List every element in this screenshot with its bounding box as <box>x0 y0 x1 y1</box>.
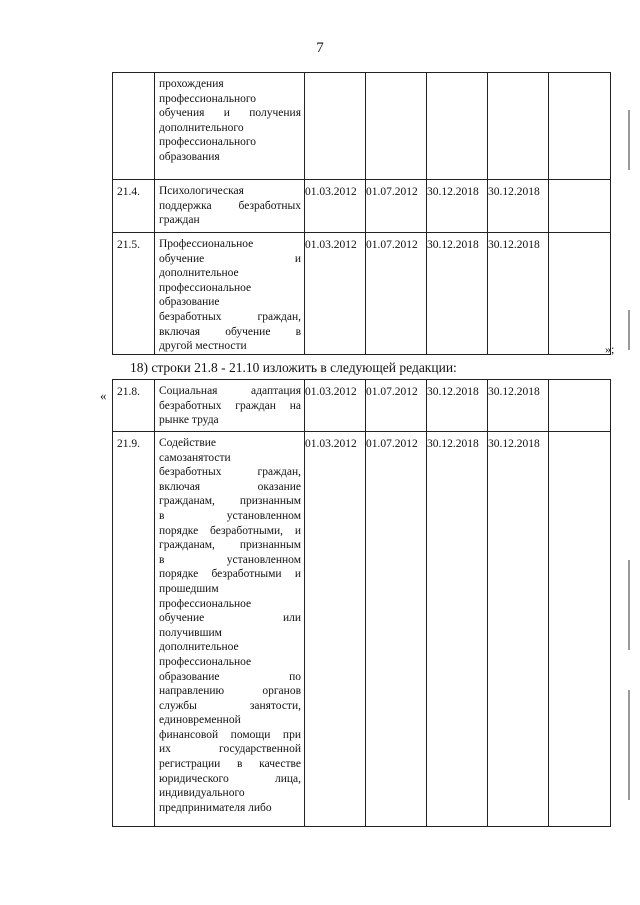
measure-name-line: обучение или <box>159 612 301 625</box>
date-cell-d2: 01.07.2012 <box>366 432 427 827</box>
date-cell-d2: 01.07.2012 <box>366 180 427 233</box>
measure-name-line: порядке безработными, и <box>159 524 301 537</box>
date-cell-d5 <box>549 233 611 355</box>
measure-name-line: Содействие <box>159 437 217 449</box>
measure-name-line: индивидуального <box>159 787 245 800</box>
measures-table-top <box>112 72 611 355</box>
date-cell-d2 <box>366 73 427 180</box>
measure-name-line: граждан <box>159 214 200 227</box>
date-cell-d1: 01.03.2012 <box>305 432 366 827</box>
measure-name-line: образование <box>159 296 220 309</box>
measure-name-line: профессиональное <box>159 655 252 668</box>
date-cell-d1: 01.03.2012 <box>305 380 366 432</box>
measure-name-line: обучение и <box>159 252 301 265</box>
table-row <box>113 432 611 827</box>
row-number <box>113 73 155 180</box>
date-cell-d4: 30.12.2018 <box>488 180 549 233</box>
measure-name-line: образования <box>159 150 220 163</box>
measures-table-bottom <box>112 379 611 827</box>
date-cell-d4: 30.12.2018 <box>488 380 549 432</box>
measure-name-line: профессионального <box>159 136 257 149</box>
measure-name-line: прохождения <box>159 78 224 90</box>
table-row <box>113 180 611 233</box>
date-cell-d1: 01.03.2012 <box>305 233 366 355</box>
date-cell-d2: 01.07.2012 <box>366 233 427 355</box>
scan-edge-mark <box>628 690 630 800</box>
date-cell-d3: 30.12.2018 <box>427 233 488 355</box>
row-number: 21.9. <box>113 432 155 827</box>
row-number: 21.8. <box>113 380 155 432</box>
measure-name-line: получившим <box>159 626 222 639</box>
date-cell-d3: 30.12.2018 <box>427 180 488 233</box>
measure-name-line: дополнительное <box>159 641 239 654</box>
measure-name-line: порядке безработными и <box>159 568 301 581</box>
table-row <box>113 233 611 355</box>
date-cell-d4 <box>488 73 549 180</box>
measure-name-line: образование по <box>159 670 301 683</box>
measure-name-line: поддержка безработных <box>159 199 301 212</box>
row-number: 21.4. <box>113 180 155 233</box>
measure-name-line: профессиональное <box>159 597 252 610</box>
scan-edge-mark <box>628 110 630 170</box>
measure-name-line: самозанятости <box>159 451 231 464</box>
measure-name <box>155 180 305 233</box>
date-cell-d3 <box>427 73 488 180</box>
measure-name-line: прошедшим <box>159 582 219 595</box>
table-row <box>113 380 611 432</box>
date-cell-d5 <box>549 73 611 180</box>
measure-name-line: предпринимателя либо <box>159 801 272 814</box>
page-number: 7 <box>316 40 324 56</box>
measure-name-line: регистрации в качестве <box>159 758 301 771</box>
measure-name-line: рынке труда <box>159 414 219 427</box>
measure-name-line: службы занятости, <box>159 699 301 712</box>
measure-name-line: включая обучение в <box>159 325 301 338</box>
measure-name-line: гражданам, признанным <box>159 495 301 508</box>
date-cell-d1: 01.03.2012 <box>305 180 366 233</box>
measure-name <box>155 432 305 827</box>
measure-name-line: направлению органов <box>159 685 301 698</box>
opening-quote-mark: « <box>100 388 107 403</box>
measure-name-line: другой местности <box>159 340 247 353</box>
measure-name-line: юридического лица, <box>159 772 301 785</box>
date-cell-d5 <box>549 380 611 432</box>
measure-name-line: профессионального <box>159 92 257 105</box>
date-cell-d4: 30.12.2018 <box>488 233 549 355</box>
date-cell-d5 <box>549 432 611 827</box>
measure-name-line: единовременной <box>159 714 241 727</box>
measure-name-line: обучения и получения <box>159 107 301 120</box>
measure-name-line: Социальная адаптация <box>159 385 301 397</box>
measure-name <box>155 233 305 355</box>
date-cell-d1 <box>305 73 366 180</box>
measure-name-line: их государственной <box>159 743 301 756</box>
table-row <box>113 73 611 180</box>
measure-name-line: безработных граждан, <box>159 310 301 323</box>
measure-name-line: Психологическая <box>159 185 244 197</box>
measure-name <box>155 380 305 432</box>
date-cell-d3: 30.12.2018 <box>427 432 488 827</box>
measure-name <box>155 73 305 180</box>
measure-name-line: включая оказание <box>159 480 301 493</box>
amendment-text: 18) строки 21.8 - 21.10 изложить в следующей редакции: <box>130 360 457 375</box>
date-cell-d2: 01.07.2012 <box>366 380 427 432</box>
closing-quote-mark: »; <box>605 342 615 356</box>
measure-name-line: гражданам, признанным <box>159 539 301 552</box>
date-cell-d4: 30.12.2018 <box>488 432 549 827</box>
measure-name-line: в установленном <box>159 509 301 522</box>
measure-name-line: Профессиональное <box>159 238 254 250</box>
measure-name-line: безработных граждан, <box>159 466 301 479</box>
measure-name-line: дополнительное <box>159 267 239 280</box>
measure-name-line: безработных граждан на <box>159 399 301 412</box>
scan-edge-mark <box>628 560 630 650</box>
measure-name-line: в установленном <box>159 553 301 566</box>
date-cell-d5 <box>549 180 611 233</box>
measure-name-line: финансовой помощи при <box>159 728 301 741</box>
date-cell-d3: 30.12.2018 <box>427 380 488 432</box>
measure-name-line: дополнительного <box>159 121 244 134</box>
row-number: 21.5. <box>113 233 155 355</box>
scan-edge-mark <box>628 310 630 350</box>
measure-name-line: профессиональное <box>159 281 252 294</box>
